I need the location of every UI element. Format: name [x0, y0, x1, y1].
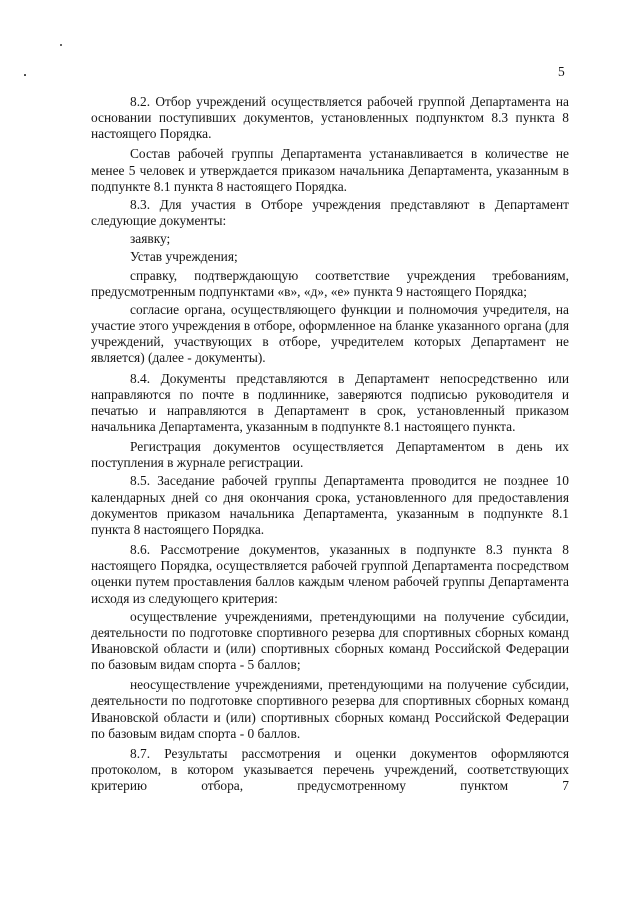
scan-speck	[60, 44, 62, 46]
scan-speck	[24, 74, 26, 76]
paragraph-8-7: 8.7. Результаты рассмотрения и оценки документов оформляются протоколом, в котором указывается перечень учреждений, соответствующих критерию отбора, предусмотренному пунктом 7	[91, 745, 569, 794]
paragraph-registration: Регистрация документов осуществляется Департаментом в день их поступления в журнале регистрации.	[91, 439, 569, 471]
paragraph-8-6: 8.6. Рассмотрение документов, указанных в подпункте 8.3 пункта 8 настоящего Порядка, осуществляется рабочей группой Департамента посредством оценки путем проставления баллов каждым членом рабочей группы Департамента исходя из следующего критерия:	[91, 542, 569, 606]
document-body	[91, 94, 569, 794]
paragraph-8-5: 8.5. Заседание рабочей группы Департамента проводится не позднее 10 календарных дней со дня окончания срока, установленного для предоставления документов приказом начальника Департамента, указанным в подпункте 8.1 пункта 8 настоящего Порядка.	[91, 473, 569, 537]
list-item-founder-consent: согласие органа, осуществляющего функции и полномочия учредителя, на участие этого учреждения в отборе, оформленное на бланке указанного органа (для учреждений, участвующих в отборе, учредителем которых Департамент не является) (далее - документы).	[91, 301, 569, 366]
criterion-5-points: осуществление учреждениями, претендующими на получение субсидии, деятельности по подготовке спортивного резерва для спортивных сборных команд Ивановской области и (или) спортивных сборных команд Российской Федерации по базовым видам спорта - 5 баллов;	[91, 608, 569, 673]
criterion-0-points: неосуществление учреждениями, претендующими на получение субсидии, деятельности по подготовке спортивного резерва для спортивных сборных команд Ивановской области и (или) спортивных сборных команд Российской Федерации по базовым видам спорта - 0 баллов.	[91, 677, 569, 741]
list-item-certificate: справку, подтверждающую соответствие учреждения требованиям, предусмотренным подпунктами «в», «д», «е» пункта 9 настоящего Порядка;	[91, 267, 569, 299]
page-number: 5	[558, 64, 565, 79]
paragraph-8-3: 8.3. Для участия в Отборе учреждения представляют в Департамент следующие документы:	[91, 196, 569, 229]
paragraph-working-group-composition: Состав рабочей группы Департамента устанавливается в количестве не менее 5 человек и утверждается приказом начальника Департамента, указанным в подпункте 8.1 пункта 8 настоящего Порядка.	[91, 146, 569, 194]
list-item-application: заявку;	[130, 231, 171, 247]
paragraph-8-2: 8.2. Отбор учреждений осуществляется рабочей группой Департамента на основании поступивших документов, установленных подпунктом 8.3 пункта 8 настоящего Порядка.	[91, 94, 569, 142]
paragraph-8-4: 8.4. Документы представляются в Департамент непосредственно или направляются по почте в подлиннике, заверяются подписью руководителя и печатью и направляются в Департамент в срок, установленный приказом начальника Департамента, указанным в подпункте 8.1 настоящего пункта.	[91, 370, 569, 434]
list-item-charter: Устав учреждения;	[130, 249, 238, 265]
